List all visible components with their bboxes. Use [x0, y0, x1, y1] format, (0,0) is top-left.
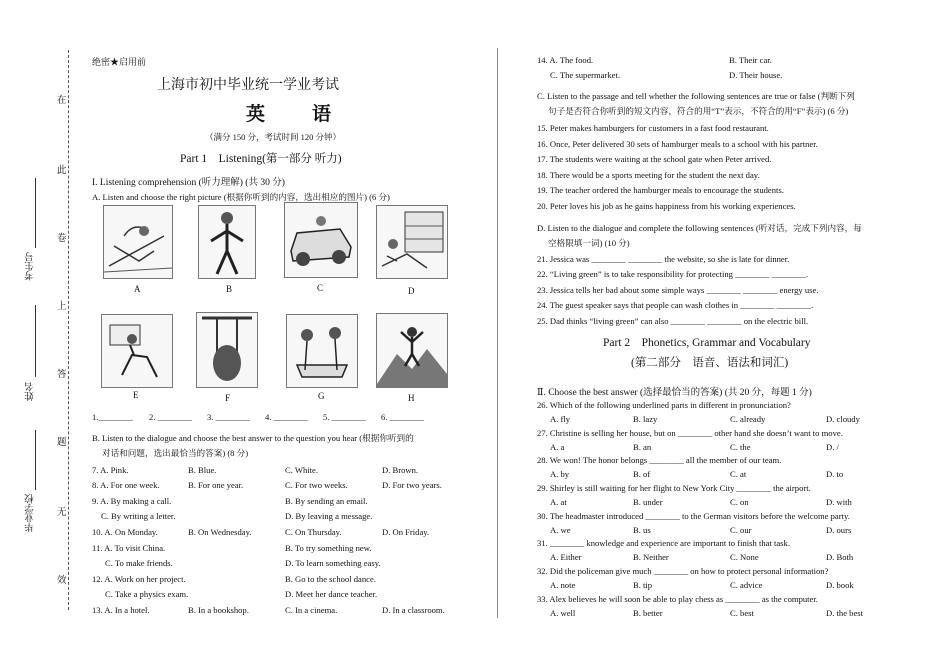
option: C. the	[730, 442, 751, 452]
fill-item: 21. Jessica was ________ ________ the website, so she is late for dinner.	[537, 254, 790, 264]
picture-label: D	[408, 286, 415, 296]
option: D. Meet her dance teacher.	[285, 589, 378, 599]
question: 28. We won! The honor belongs ________ all the member of our team.	[537, 455, 782, 465]
option: B. Neither	[633, 552, 669, 562]
option: C. None	[730, 552, 759, 562]
option: B. For one year.	[188, 480, 244, 490]
option: 9. A. By making a call.	[92, 496, 172, 506]
option: D. cloudy	[826, 414, 860, 424]
picture-e	[101, 314, 173, 388]
picture-d	[376, 205, 448, 279]
margin-char: 效	[57, 576, 67, 586]
option: C. The supermarket.	[550, 70, 621, 80]
option: B. Blue.	[188, 465, 217, 475]
picture-g	[286, 314, 358, 388]
option: B. of	[633, 469, 651, 479]
section1-heading: I. Listening comprehension (听力理解) (共 30 分)	[92, 178, 285, 188]
question: 26. Which of the following underlined parts in different in pronunciation?	[537, 400, 791, 410]
option: C. advice	[730, 580, 763, 590]
option: B. Their car.	[729, 55, 772, 65]
option: D. ours	[826, 525, 852, 535]
name-line	[35, 305, 36, 377]
option: C. on	[730, 497, 749, 507]
option: A. Either	[550, 552, 582, 562]
picture-label: F	[225, 393, 231, 403]
option: C. By writing a letter.	[101, 511, 176, 521]
margin-char: 答	[57, 370, 67, 380]
fill-item: 25. Dad thinks “living green” can also ________ ________ on the electric bill.	[537, 316, 809, 326]
option: B. Go to the school dance.	[285, 574, 376, 584]
option: D. On Friday.	[382, 527, 430, 537]
margin-char: 此	[57, 166, 67, 176]
answer-blank[interactable]: 3. ________	[207, 412, 250, 422]
school-label: 毕业学校	[26, 494, 36, 532]
tf-item: 15. Peter makes hamburgers for customers in a fast food restaurant.	[537, 123, 769, 133]
option: B. an	[633, 442, 652, 452]
fill-item: 23. Jessica tells her bad about some simple ways ________ ________ energy use.	[537, 285, 819, 295]
part2-title-cn: (第二部分 语音、语法和词汇)	[631, 357, 789, 369]
option: C. our	[730, 525, 752, 535]
option: D. book	[826, 580, 854, 590]
option: D. /	[826, 442, 839, 452]
option: B. lazy	[633, 414, 658, 424]
option: A. at	[550, 497, 567, 507]
picture-a	[103, 205, 173, 279]
question: 27. Christine is selling her house, but on ________ other hand she doesn’t want to move.	[537, 428, 843, 438]
answer-blank[interactable]: 4. ________	[265, 412, 308, 422]
option: A. by	[550, 469, 570, 479]
option: 12. A. Work on her project.	[92, 574, 186, 584]
option: D. By leaving a message.	[285, 511, 373, 521]
picture-h	[376, 313, 448, 388]
sectionB-heading-cont: 对话和问题，选出最恰当的答案) (8 分)	[102, 448, 249, 458]
option: B. On Wednesday.	[188, 527, 252, 537]
sectionD-heading-cont: 空格限填一词) (10 分)	[548, 238, 630, 248]
sectionB-heading: B. Listen to the dialogue and choose the best answer to the question you hear (根据你听到的	[92, 433, 414, 443]
option: B. under	[633, 497, 663, 507]
picture-f	[196, 312, 258, 388]
picture-label: B	[226, 284, 233, 294]
option: C. already	[730, 414, 766, 424]
option: 11. A. To visit China.	[92, 543, 166, 553]
sectionD-heading: D. Listen to the dialogue and complete the following sentences (听对话，完成下列内容，每	[537, 223, 862, 233]
fill-item: 22. “Living green” is to take responsibility for protecting ________ ________.	[537, 269, 809, 279]
candidate-number-line	[35, 178, 36, 248]
picture-label: C	[317, 283, 324, 293]
option: 8. A. For one week.	[92, 480, 160, 490]
option: C. For two weeks.	[285, 480, 348, 490]
margin-char: 无	[57, 508, 67, 518]
option: D. In a classroom.	[382, 605, 445, 615]
picture-label: G	[318, 391, 325, 401]
question: 29. Shirley is still waiting for her flight to New York City ________ the airport.	[537, 483, 811, 493]
option: 13. A. In a hotel.	[92, 605, 150, 615]
picture-c	[284, 202, 358, 278]
option: A. note	[550, 580, 576, 590]
sectionC-heading: C. Listen to the passage and tell whether the following sentences are true or false (判断下列	[537, 91, 855, 101]
margin-char: 上	[57, 302, 67, 312]
option: 10. A. On Monday.	[92, 527, 158, 537]
section2-heading: Ⅱ. Choose the best answer (选择最恰当的答案) (共 20 分，每题 1 分)	[537, 388, 812, 398]
option: B. In a bookshop.	[188, 605, 249, 615]
option: D. For two years.	[382, 480, 442, 490]
picture-label: E	[133, 390, 139, 400]
option: C. To make friends.	[105, 558, 173, 568]
option: 14. A. The food.	[537, 55, 594, 65]
tf-item: 16. Once, Peter delivered 30 sets of hamburger meals to a school with his partner.	[537, 139, 818, 149]
option: D. with	[826, 497, 852, 507]
option: B. us	[633, 525, 651, 535]
tf-item: 17. The students were waiting at the school gate when Peter arrived.	[537, 154, 772, 164]
question: 33. Alex believes he will soon be able to play chess as ________ as the computer.	[537, 594, 818, 604]
name-label: 姓名	[26, 382, 36, 401]
option: A. we	[550, 525, 571, 535]
answer-blank[interactable]: 2. ________	[149, 412, 192, 422]
exam-title: 上海市初中毕业统一学业考试	[157, 78, 339, 93]
sectionC-heading-cont: 句子是否符合你听到的短文内容，符合的用“T”表示，不符合的用“F”表示) (6 分)	[548, 106, 849, 116]
tf-item: 20. Peter loves his job as he gains happiness from his working experiences.	[537, 201, 796, 211]
question: 32. Did the policeman give much ________ on how to protect personal information?	[537, 566, 829, 576]
option: B. better	[633, 608, 663, 618]
binding-line	[68, 50, 69, 610]
answer-blank[interactable]: 6. ________	[381, 412, 424, 422]
option: C. On Thursday.	[285, 527, 342, 537]
school-line	[35, 430, 36, 490]
option: A. fly	[550, 414, 571, 424]
picture-label: A	[134, 284, 141, 294]
option: C. Take a physics exam.	[105, 589, 189, 599]
fill-item: 24. The guest speaker says that people can wash clothes in ________ ________.	[537, 300, 814, 310]
option: A. well	[550, 608, 576, 618]
tf-item: 18. There would be a sports meeting for the student the next day.	[537, 170, 760, 180]
option: B. To try something new.	[285, 543, 372, 553]
secret-mark: 绝密★启用前	[92, 57, 147, 67]
question: 31. ________ knowledge and experience are important to finish that task.	[537, 538, 790, 548]
column-divider	[497, 48, 498, 618]
part1-title: Part 1 Listening(第一部分 听力)	[180, 153, 342, 165]
sectionA-heading: A. Listen and choose the right picture (根据你听到的内容，选出相应的图片) (6 分)	[92, 192, 390, 202]
option: C. at	[730, 469, 747, 479]
option: D. Brown.	[382, 465, 419, 475]
score-info: （满分 150 分，考试时间 120 分钟）	[205, 132, 342, 142]
margin-char: 卷	[57, 234, 67, 244]
option: B. tip	[633, 580, 653, 590]
option: A. a	[550, 442, 565, 452]
option: D. Both	[826, 552, 854, 562]
option: C. best	[730, 608, 754, 618]
picture-label: H	[408, 393, 415, 403]
answer-blank[interactable]: 5. ________	[323, 412, 366, 422]
answer-blank[interactable]: 1.________	[92, 412, 133, 422]
option: D. the best	[826, 608, 863, 618]
margin-char: 题	[57, 438, 67, 448]
option: B. By sending an email.	[285, 496, 368, 506]
tf-item: 19. The teacher ordered the hamburger meals to encourage the students.	[537, 185, 784, 195]
option: D. To learn something easy.	[285, 558, 381, 568]
margin-char: 在	[57, 96, 67, 106]
option: D. to	[826, 469, 844, 479]
picture-b	[198, 205, 256, 279]
option: C. In a cinema.	[285, 605, 338, 615]
option: 7. A. Pink.	[92, 465, 129, 475]
option: D. Their house.	[729, 70, 783, 80]
subject-title: 英 语	[246, 104, 346, 125]
candidate-number-label: 考生号	[26, 252, 36, 281]
option: C. White.	[285, 465, 319, 475]
part2-title: Part 2 Phonetics, Grammar and Vocabulary	[603, 337, 811, 349]
question: 30. The headmaster introduced ________ to the German visitors before the welcome party.	[537, 511, 850, 521]
